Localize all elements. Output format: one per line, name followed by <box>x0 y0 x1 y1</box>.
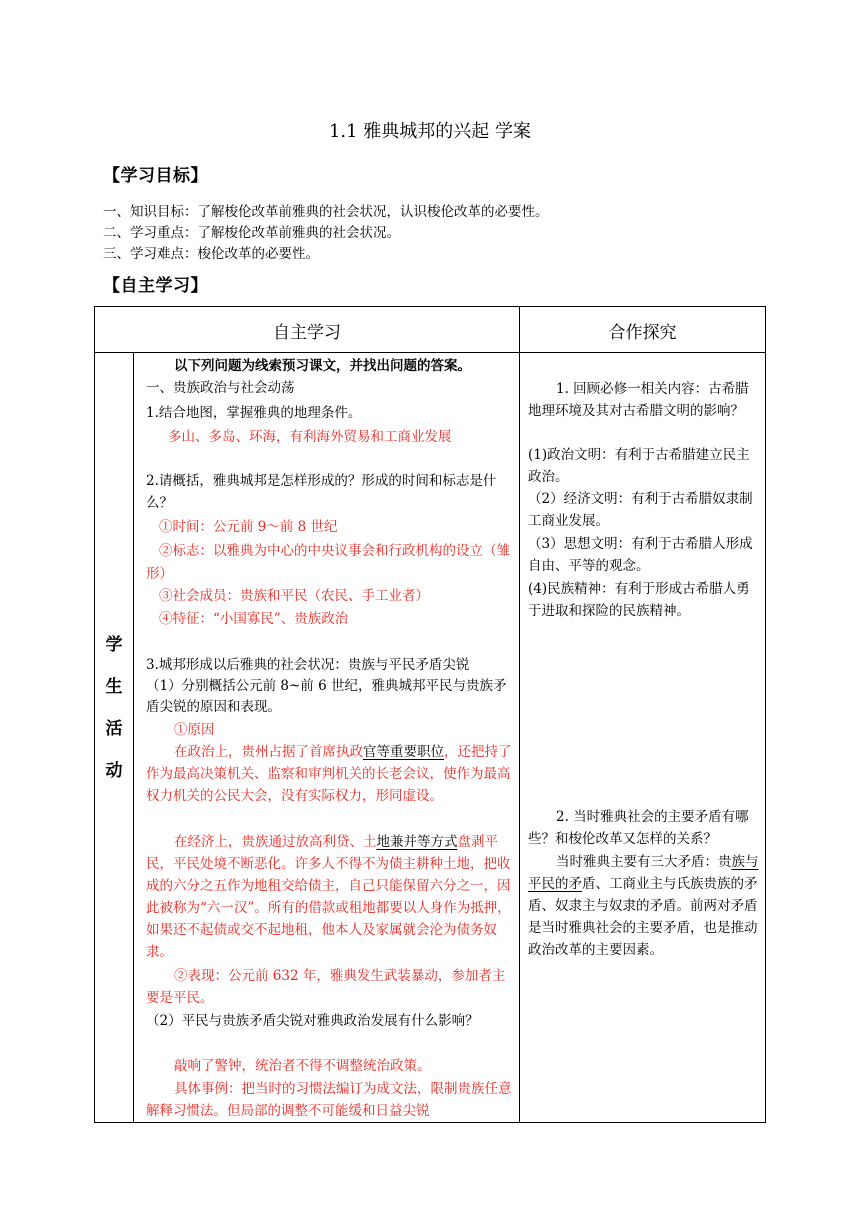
part1-heading: 一、贵族政治与社会动荡 <box>146 380 295 396</box>
table-column-divider <box>519 306 520 1123</box>
section-heading-self-study: 【自主学习】 <box>103 276 208 296</box>
side-label-student-activity <box>95 624 133 792</box>
side-char-3: 活 <box>105 719 123 739</box>
impact-example: 具体事例：把当时的习惯法编订为成文法，限制贵族任意解释习惯法。但局部的调整不可能缓和日益尖锐 <box>146 1081 512 1119</box>
reason-economic-underlined: 地兼并等方式 <box>376 834 458 850</box>
question-2: 2.请概括，雅典城邦是怎样形成的？形成的时间和标志是什么？ <box>146 473 497 511</box>
intro-text: 以下列问题为线索预习课文，并找出问题的答案。 <box>174 358 471 374</box>
question-1: 1.结合地图，掌握雅典的地理条件。 <box>146 405 362 421</box>
answer-1: 多山、多岛、环海，有利海外贸易和工商业发展 <box>168 429 452 445</box>
table-border-bottom <box>94 1122 766 1123</box>
reason-political-underlined: 官等重要职位 <box>363 744 444 760</box>
question-3-2: （2）平民与贵族矛盾尖锐对雅典政治发展有什么影响？ <box>146 1013 479 1029</box>
coop-answer-1-economic: （2）经济文明：有利于古希腊奴隶制工商业发展。 <box>528 491 753 529</box>
question-3: 3.城邦形成以后雅典的社会状况：贵族与平民矛盾尖锐 <box>146 657 470 673</box>
coop-answer-2-underlined: 族与平民的矛 <box>528 854 759 892</box>
answer-2-feature: ④特征：“小国寡民”、贵族政治 <box>159 611 349 627</box>
table-border-right <box>765 306 766 1123</box>
coop-answer-2-text-a: 当时雅典主要有三大矛盾：贵 <box>556 854 732 870</box>
answer-2-mark: ②标志：以雅典为中心的中央议事会和行政机构的设立（雏形） <box>146 543 510 582</box>
side-char-4: 动 <box>105 761 123 781</box>
coop-answer-1-spirit: (4)民族精神：有利于形成古希腊人勇于进取和探险的民族精神。 <box>528 581 750 619</box>
coop-answer-2-text-b: 盾、工商业主与氏族贵族的矛盾、奴隶主与奴隶的矛盾。前两对矛盾是当时雅典社会的主要矛盾，也是推动政治改革的主要因素。 <box>528 876 758 958</box>
coop-question-2: 2. 当时雅典社会的主要矛盾有哪些？和梭伦改革又怎样的关系？ <box>528 809 749 847</box>
reason-label: ①原因 <box>174 722 215 738</box>
manifestation: ②表现：公元前 632 年，雅典发生武装暴动，参加者主要是平民。 <box>146 968 506 1006</box>
page-title: 1.1 雅典城邦的兴起 学案 <box>328 121 532 142</box>
header-self-study: 自主学习 <box>273 323 341 343</box>
answer-2-members: ③社会成员：贵族和平民（农民、手工业者） <box>159 588 429 604</box>
reason-economic-text-b: 盘剥平民，平民处境不断恶化。许多人不得不为债主耕种土地，把收成的六分之五作为地租交给债主，自己只能保留六分之一，因此被称为“六一汉”。所有的借款或租地都要以人身作为抵押，如果还不起债或交不起地租，他本人及家属就会沦为债务奴隶。 <box>146 834 511 960</box>
reason-economic-text-a: 在经济上，贵族通过放高利贷、土 <box>174 834 377 850</box>
table-border-top <box>94 306 766 307</box>
answer-2-time: ①时间：公元前 9～前 8 世纪 <box>159 519 338 535</box>
coop-answer-1-political: (1)政治文明：有利于古希腊建立民主政治。 <box>528 447 750 485</box>
goal-item-3: 三、学习难点：梭伦改革的必要性。 <box>103 246 319 262</box>
impact-answer: 敲响了警钟，统治者不得不调整统治政策。 <box>174 1058 431 1074</box>
coop-answer-1-thought: （3）思想文明：有利于古希腊人形成自由、平等的观念。 <box>528 536 753 574</box>
goal-item-2: 二、学习重点：了解梭伦改革前雅典的社会状况。 <box>103 225 400 241</box>
reason-economic <box>146 831 514 963</box>
reason-political <box>146 741 514 807</box>
section-heading-goals: 【学习目标】 <box>103 166 208 186</box>
reason-political-text-a: 在政治上，贵州占据了首席执政 <box>174 744 363 760</box>
question-3-1: （1）分别概括公元前 8~前 6 世纪，雅典城邦平民与贵族矛盾尖锐的原因和表现。 <box>146 678 507 715</box>
table-side-divider <box>133 352 134 1123</box>
side-char-1: 学 <box>105 635 123 655</box>
reason-political-text-b: ，还把持了作为最高决策机关、监察和审判机关的长老会议，使作为最高权力机关的公民大会，没有实际权力，形同虚设。 <box>146 744 512 804</box>
goal-item-1: 一、知识目标：了解梭伦改革前雅典的社会状况，认识梭伦改革的必要性。 <box>103 204 549 220</box>
coop-question-1: 1. 回顾必修一相关内容：古希腊地理环境及其对古希腊文明的影响？ <box>528 381 749 419</box>
coop-answer-2 <box>528 851 760 961</box>
table-header-divider <box>94 352 766 353</box>
side-char-2: 生 <box>105 677 123 697</box>
header-cooperation: 合作探究 <box>608 323 677 343</box>
